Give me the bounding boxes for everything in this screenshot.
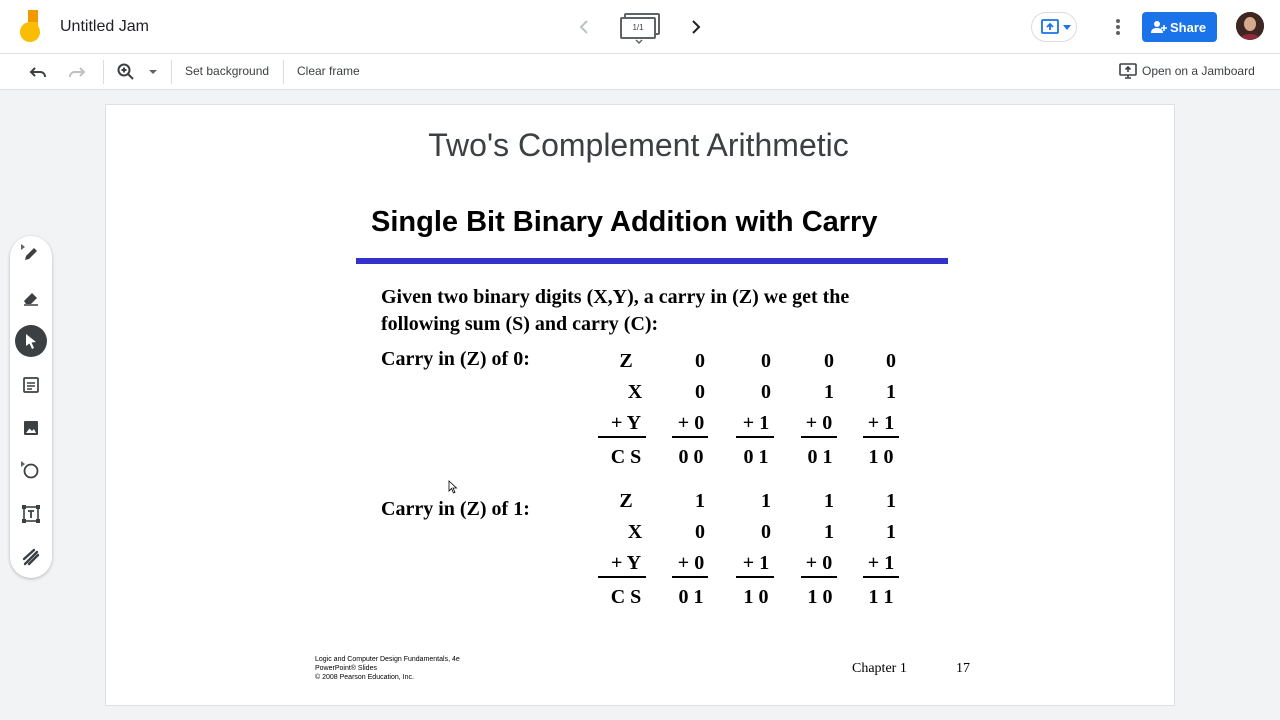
caret-right-icon bbox=[21, 244, 25, 250]
undo-icon bbox=[26, 60, 50, 84]
shape-tool[interactable] bbox=[15, 455, 47, 487]
chevron-right-icon bbox=[684, 15, 708, 39]
table-cell: 0 1 bbox=[743, 446, 769, 468]
open-on-jamboard-label: Open on a Jamboard bbox=[1142, 64, 1255, 78]
more-options-button[interactable] bbox=[1106, 14, 1130, 40]
previous-frame-button[interactable] bbox=[572, 15, 596, 39]
top-bar bbox=[0, 0, 1280, 54]
sum-rule bbox=[736, 576, 774, 578]
eraser-icon bbox=[21, 288, 41, 308]
chevron-left-icon bbox=[572, 15, 596, 39]
table-cell: X bbox=[627, 381, 643, 403]
table-cell: 0 bbox=[824, 350, 834, 372]
table-cell: + 0 bbox=[805, 412, 833, 434]
table-cell: + 1 bbox=[867, 552, 895, 574]
sum-rule bbox=[672, 576, 708, 578]
table-cell: 1 0 bbox=[807, 586, 833, 608]
slide-chapter: Chapter 1 bbox=[852, 661, 907, 676]
cast-to-jamboard-icon bbox=[1119, 63, 1137, 79]
next-frame-button[interactable] bbox=[684, 15, 708, 39]
table-cell: 1 bbox=[886, 521, 896, 543]
table-cell: 0 bbox=[761, 350, 771, 372]
table-cell: 0 bbox=[886, 350, 896, 372]
slide-page-number: 17 bbox=[956, 661, 970, 676]
zoom-dropdown-button[interactable] bbox=[146, 60, 160, 84]
undo-button[interactable] bbox=[26, 60, 50, 84]
pen-tool[interactable] bbox=[15, 238, 47, 270]
eraser-tool[interactable] bbox=[15, 282, 47, 314]
table-cell: 0 1 bbox=[807, 446, 833, 468]
sum-rule bbox=[863, 576, 899, 578]
caret-down-icon bbox=[634, 39, 644, 45]
table-cell: + 1 bbox=[742, 552, 770, 574]
sticky-note-icon bbox=[21, 375, 41, 395]
footer-line: PowerPoint® Slides bbox=[315, 665, 377, 672]
slide-subtitle: Single Bit Binary Addition with Carry bbox=[371, 206, 878, 238]
caret-down-icon bbox=[146, 60, 160, 84]
carry-0-label: Carry in (Z) of 0: bbox=[381, 348, 530, 370]
sum-rule bbox=[736, 436, 774, 438]
table-cell: + 1 bbox=[867, 412, 895, 434]
sum-rule bbox=[598, 576, 646, 578]
table-cell: + 0 bbox=[677, 552, 705, 574]
present-icon bbox=[1041, 19, 1059, 35]
present-button[interactable] bbox=[1031, 12, 1077, 42]
zoom-button[interactable] bbox=[114, 60, 138, 84]
sum-rule bbox=[801, 576, 837, 578]
image-tool[interactable] bbox=[15, 412, 47, 444]
toolbar-divider bbox=[103, 60, 104, 84]
sum-rule bbox=[863, 436, 899, 438]
table-cell: Z bbox=[619, 350, 633, 372]
table-cell: 1 bbox=[886, 490, 896, 512]
redo-icon bbox=[65, 60, 89, 84]
table-cell: + 1 bbox=[742, 412, 770, 434]
table-cell: 0 0 bbox=[678, 446, 704, 468]
table-cell: 1 bbox=[886, 381, 896, 403]
zoom-in-icon bbox=[114, 60, 138, 84]
select-tool[interactable] bbox=[15, 325, 47, 357]
toolbar-divider bbox=[283, 60, 284, 84]
table-cell: 0 bbox=[695, 350, 705, 372]
laser-tool[interactable] bbox=[15, 541, 47, 573]
frame-indicator: 1/1 bbox=[620, 17, 656, 39]
jamboard-logo-icon[interactable] bbox=[18, 10, 42, 44]
table-cell: C S bbox=[610, 446, 642, 468]
frame-bar-toggle[interactable] bbox=[620, 13, 660, 41]
text-box-tool[interactable] bbox=[15, 498, 47, 530]
intro-line: Given two binary digits (X,Y), a carry in (Z) we get the bbox=[381, 286, 850, 308]
footer-line: © 2008 Pearson Education, Inc. bbox=[315, 674, 414, 681]
set-background-button[interactable]: Set background bbox=[185, 64, 270, 78]
share-label: Share bbox=[1170, 20, 1207, 35]
table-cell: C S bbox=[610, 586, 642, 608]
clear-frame-button[interactable]: Clear frame bbox=[297, 64, 360, 78]
slide-title: Two's Complement Arithmetic bbox=[428, 127, 849, 163]
jam-canvas[interactable] bbox=[105, 104, 1175, 706]
document-title[interactable]: Untitled Jam bbox=[60, 18, 149, 35]
slide-footer-credits bbox=[315, 655, 460, 682]
table-cell: + Y bbox=[610, 412, 642, 434]
table-cell: + 0 bbox=[677, 412, 705, 434]
table-cell: 1 0 bbox=[743, 586, 769, 608]
edit-toolbar bbox=[0, 54, 1280, 90]
table-cell: 1 bbox=[824, 381, 834, 403]
footer-line: Logic and Computer Design Fundamentals, 4e bbox=[315, 656, 460, 663]
table-cell: 1 1 bbox=[868, 586, 894, 608]
share-button[interactable] bbox=[1142, 12, 1217, 42]
table-cell: 0 bbox=[761, 521, 771, 543]
carry-1-label: Carry in (Z) of 1: bbox=[381, 498, 530, 520]
table-cell: 1 bbox=[761, 490, 771, 512]
laser-icon bbox=[21, 547, 41, 567]
sum-rule bbox=[598, 436, 646, 438]
more-vert-icon bbox=[1115, 18, 1121, 36]
table-cell: 1 bbox=[824, 490, 834, 512]
image-icon bbox=[21, 418, 41, 438]
mouse-cursor-icon bbox=[448, 480, 458, 494]
table-cell: + Y bbox=[610, 552, 642, 574]
select-arrow-icon bbox=[21, 331, 41, 351]
sum-rule bbox=[801, 436, 837, 438]
share-people-icon bbox=[1151, 20, 1167, 34]
sticky-note-tool[interactable] bbox=[15, 369, 47, 401]
table-cell: + 0 bbox=[805, 552, 833, 574]
table-cell: 0 bbox=[695, 381, 705, 403]
table-cell: 0 bbox=[761, 381, 771, 403]
table-cell: 1 bbox=[695, 490, 705, 512]
table-cell: X bbox=[627, 521, 643, 543]
intro-line: following sum (S) and carry (C): bbox=[381, 313, 659, 335]
text-box-icon bbox=[21, 504, 41, 524]
table-cell: Z bbox=[619, 490, 633, 512]
toolbar-divider bbox=[171, 60, 172, 84]
table-cell: 0 bbox=[695, 521, 705, 543]
caret-right-icon bbox=[21, 461, 25, 467]
avatar[interactable] bbox=[1236, 12, 1264, 40]
sum-rule bbox=[672, 436, 708, 438]
intro-text bbox=[381, 284, 941, 338]
table-cell: 0 1 bbox=[678, 586, 704, 608]
table-cell: 1 0 bbox=[868, 446, 894, 468]
redo-button[interactable] bbox=[65, 60, 89, 84]
title-divider bbox=[356, 258, 948, 264]
caret-down-icon bbox=[1063, 25, 1071, 31]
table-cell: 1 bbox=[824, 521, 834, 543]
tool-palette bbox=[10, 236, 52, 578]
